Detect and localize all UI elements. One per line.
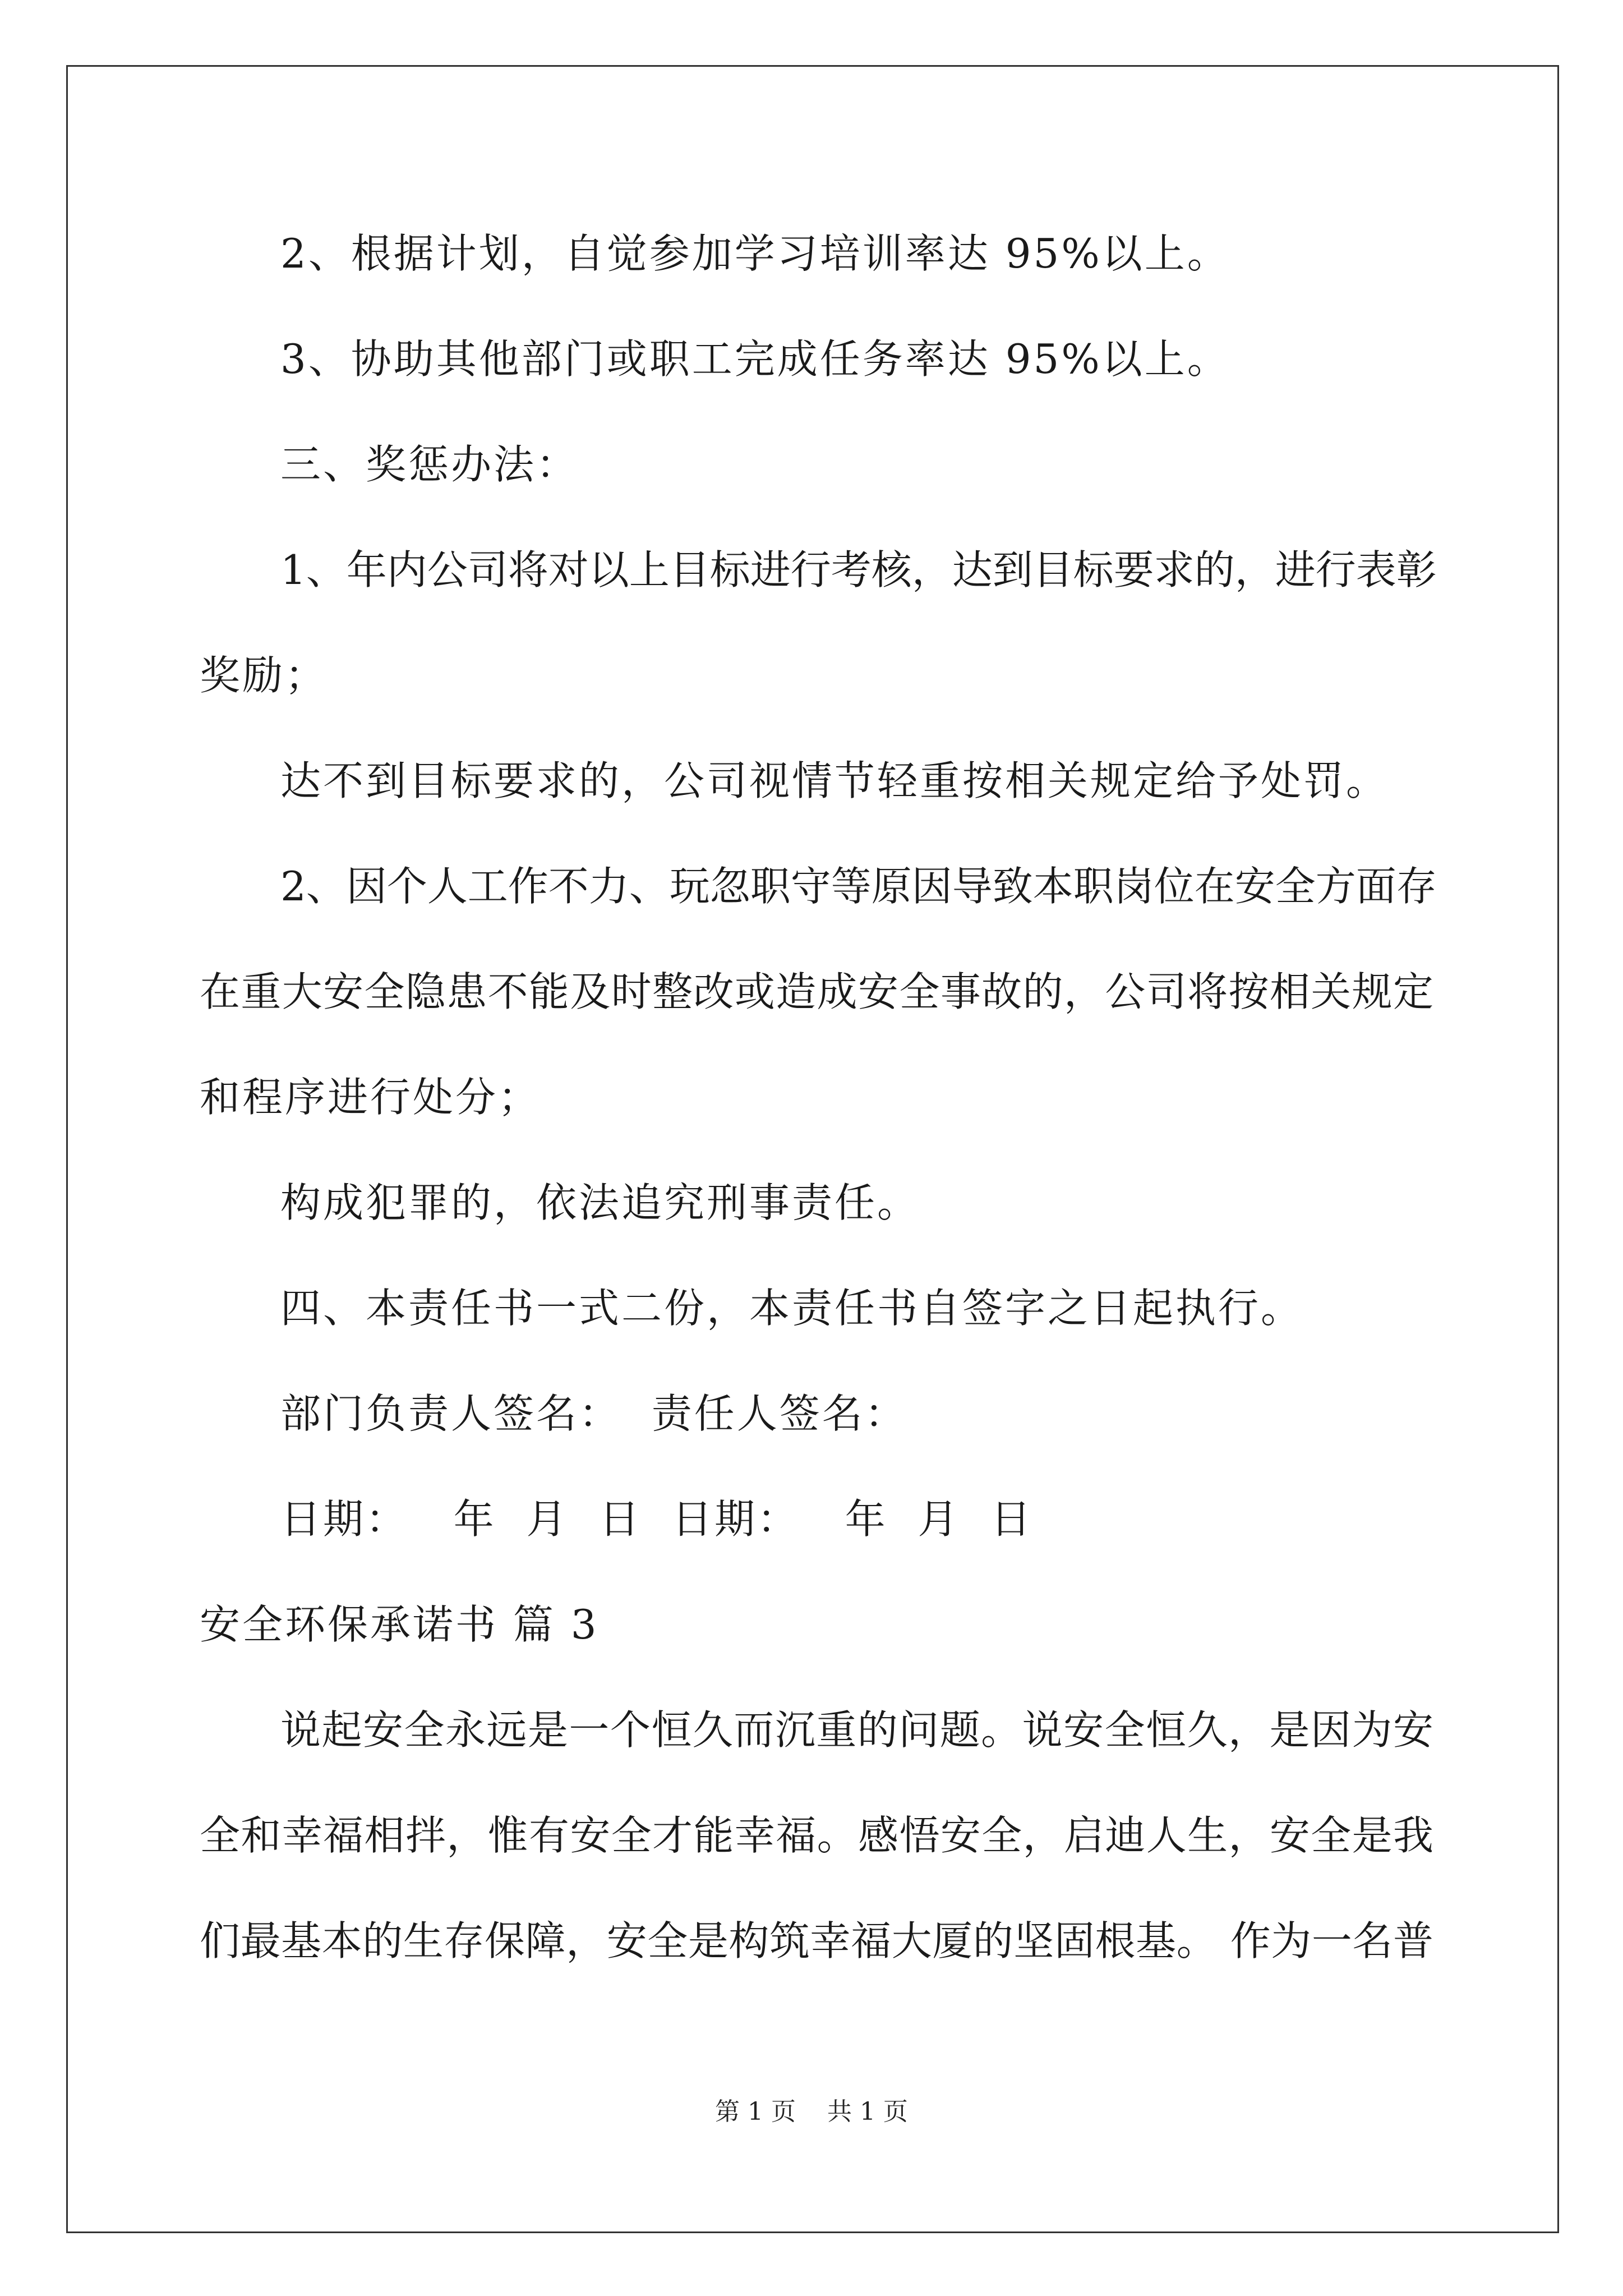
text-line: 在重大安全隐患不能及时整改或造成安全事故的，公司将按相关规定	[200, 968, 1433, 1015]
page-number: 第 1 页 共 1 页	[715, 2097, 908, 2126]
text-line: 们最基本的生存保障，安全是构筑幸福大厦的坚固根基。 作为一名普	[200, 1917, 1433, 1964]
text-line: 达不到目标要求的，公司视情节轻重按相关规定给予处罚。	[280, 757, 1389, 804]
text-line: 四、本责任书一式二份，本责任书自签字之日起执行。	[280, 1285, 1304, 1332]
text-line: 3、协助其他部门或职工完成任务率达 95%以上。	[280, 335, 1230, 383]
text-line: 2、因个人工作不力、玩忽职守等原因导致本职岗位在安全方面存	[280, 863, 1437, 910]
text-line: 构成犯罪的，依法追究刑事责任。	[280, 1179, 920, 1226]
date-line: 日期： 年 月 日 日期： 年 月 日	[280, 1496, 1034, 1543]
text-line: 奖励；	[200, 652, 328, 699]
text-line: 说起安全永远是一个恒久而沉重的问题。说安全恒久，是因为安	[280, 1706, 1433, 1754]
section-heading: 三、奖惩办法：	[280, 441, 579, 488]
section-title: 安全环保承诺书 篇 3	[200, 1601, 599, 1648]
text-line: 和程序进行处分；	[200, 1074, 541, 1121]
signature-line: 部门负责人签名： 责任人签名：	[280, 1390, 907, 1437]
page-border	[66, 65, 1559, 2233]
text-line: 1、年内公司将对以上目标进行考核，达到目标要求的，进行表彰	[280, 546, 1437, 593]
text-line: 2、根据计划，自觉参加学习培训率达 95%以上。	[280, 230, 1230, 277]
text-line: 全和幸福相拌，惟有安全才能幸福。感悟安全，启迪人生，安全是我	[200, 1812, 1433, 1859]
